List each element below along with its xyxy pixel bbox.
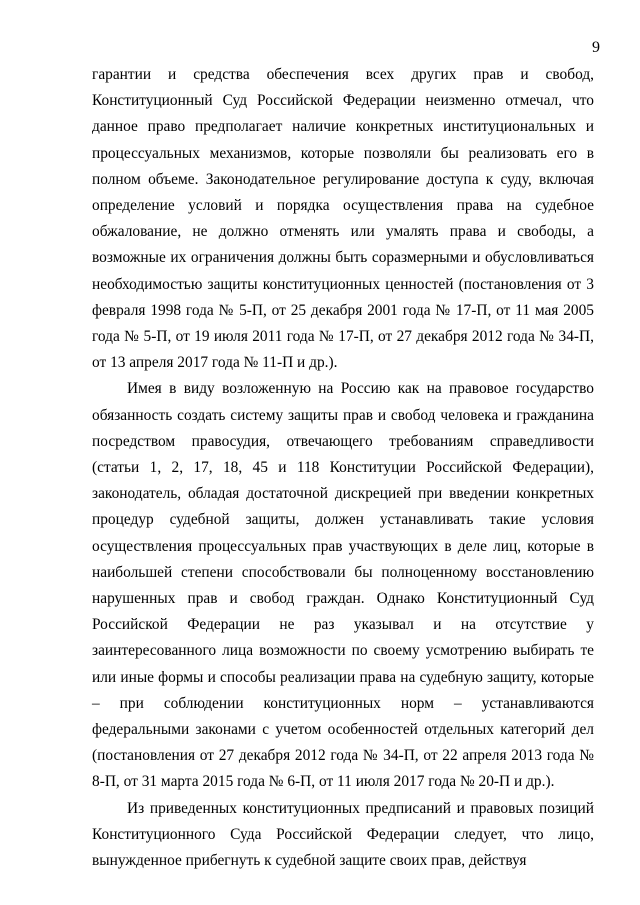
paragraph-3: Из приведенных конституционных предписаний и правовых позиций Конституционного Суда Российской Федерации следует, что лицо, вынужденное прибегнуть к судебной защите своих прав, действуя: [92, 799, 594, 870]
document-body: [92, 62, 594, 874]
page-number: 9: [592, 39, 600, 56]
paragraph-2: Имея в виду возложенную на Россию как на правовое государство обязанность создать систему защиты прав и свобод человека и гражданина посредством правосудия, отвечающего требованиям справедливости (статьи 1, 2, 17, 18, 45 и 118 Конституции Российской Федерации), законодатель, обладая достаточной дискрецией при введении конкретных процедур судебной защиты, должен устанавливать такие условия осуществления процессуальных прав участвующих в деле лиц, которые в наибольшей степени способствовали бы полноценному восстановлению нарушенных прав и свобод граждан. Однако Конституционный Суд Российской Федерации не раз указывал и на отсутствие у заинтересованного лица возможности по своему усмотрению выбирать те или иные формы и способы реализации права на судебную защиту, которые – при соблюдении конституционных норм – устанавливаются федеральными законами с учетом особенностей отдельных категорий дел (постановления от 27 декабря 2012 года № 34-П, от 22 апреля 2013 года № 8-П, от 31 марта 2015 года № 6-П, от 11 июля 2017 года № 20-П и др.).: [92, 380, 594, 791]
paragraph-1: гарантии и средства обеспечения всех других прав и свобод, Конституционный Суд Российской Федерации неизменно отмечал, что данное право предполагает наличие конкретных институциональных и процессуальных механизмов, которые позволяли бы реализовать его в полном объеме. Законодательное регулирование доступа к суду, включая определение условий и порядка осуществления права на судебное обжалование, не должно отменять или умалять права и свободы, а возможные их ограничения должны быть соразмерными и обусловливаться необходимостью защиты конституционных ценностей (постановления от 3 февраля 1998 года № 5-П, от 25 декабря 2001 года № 17-П, от 11 мая 2005 года № 5-П, от 19 июля 2011 года № 17-П, от 27 декабря 2012 года № 34-П, от 13 апреля 2017 года № 11-П и др.).: [92, 66, 594, 372]
